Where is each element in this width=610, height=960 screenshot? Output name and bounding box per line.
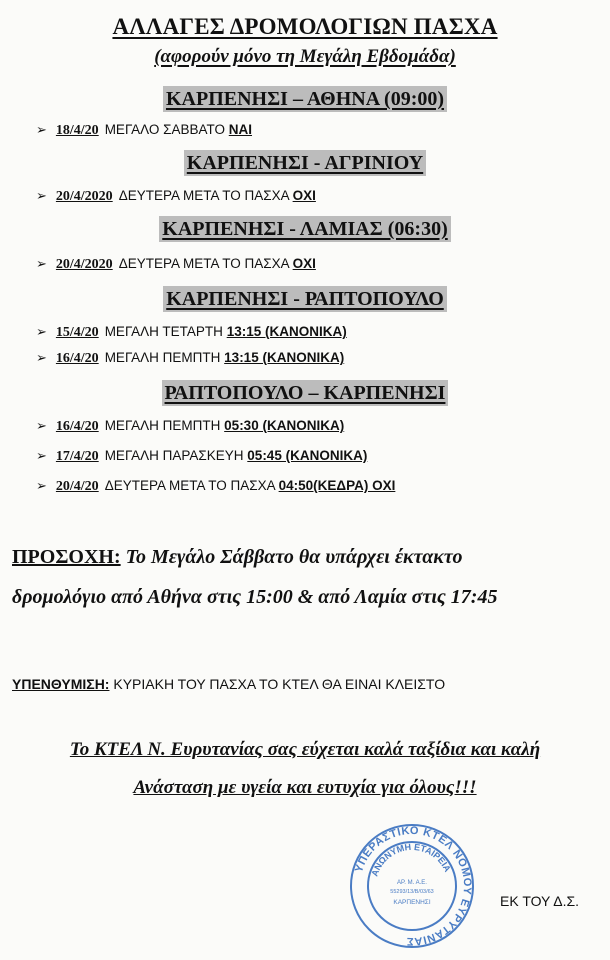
arrow-bullet-icon: ➢ [36,256,47,271]
schedule-entry: ➢ 17/4/20 ΜΕΓΑΛΗ ΠΑΡΑΣΚΕΥΗ 05:45 (ΚΑΝΟΝΙΚΑ) [36,448,368,464]
route-heading: ΚΑΡΠΕΝΗΣΙ - ΡΑΠΤΟΠΟΥΛΟ [0,286,610,312]
arrow-bullet-icon: ➢ [36,418,47,433]
reminder-notice: ΥΠΕΝΘΥΜΙΣΗ: ΚΥΡΙΑΚΗ ΤΟΥ ΠΑΣΧΑ ΤΟ ΚΤΕΛ ΘΑ ΕΙΝΑΙ ΚΛΕΙΣΤΟ [12,676,446,692]
schedule-entry: ➢ 20/4/20 ΔΕΥΤΕΡΑ ΜΕΤΑ ΤΟ ΠΑΣΧΑ 04:50(ΚΕΔΡΑ) ΟΧΙ [36,478,396,494]
stamp-line-2: 55293/13/Β/03/63 [390,889,434,895]
route-heading: ΡΑΠΤΟΠΟΥΛΟ – ΚΑΡΠΕΝΗΣΙ [0,380,610,406]
stamp-line-3: ΚΑΡΠΕΝΗΣΙ [393,899,431,906]
signature-label: ΕΚ ΤΟΥ Δ.Σ. [500,893,580,909]
attention-line-2: δρομολόγιο από Αθήνα στις 15:00 & από Λαμία στις 17:45 [12,586,498,608]
attention-notice: ΠΡΟΣΟΧΗ: Το Μεγάλο Σάββατο θα υπάρχει έκτακτο δρομολόγιο από Αθήνα στις 15:00 & από Λαμία στις 17:45 [12,540,602,614]
document-subtitle: (αφορούν μόνο τη Μεγάλη Εβδομάδα) [154,46,456,67]
schedule-entry: ➢ 20/4/2020 ΔΕΥΤΕΡΑ ΜΕΤΑ ΤΟ ΠΑΣΧΑ ΟΧΙ [36,256,316,272]
stamp-outer-text: ΥΠΕΡΑΣΤΙΚΟ ΚΤΕΛ ΝΟΜΟΥ ΕΥΡΥΤΑΝΙΑΣ [352,824,474,948]
arrow-bullet-icon: ➢ [36,324,47,339]
route-heading: ΚΑΡΠΕΝΗΣΙ - ΛΑΜΙΑΣ (06:30) [0,216,610,242]
arrow-bullet-icon: ➢ [36,122,47,137]
schedule-entry: ➢ 15/4/20 ΜΕΓΑΛΗ ΤΕΤΑΡΤΗ 13:15 (ΚΑΝΟΝΙΚΑ) [36,324,347,340]
reminder-label: ΥΠΕΝΘΥΜΙΣΗ: [12,676,110,692]
document-title: ΑΛΛΑΓΕΣ ΔΡΟΜΟΛΟΓΙΩΝ ΠΑΣΧΑ [112,14,498,39]
arrow-bullet-icon: ➢ [36,448,47,463]
greeting-line-1: Το ΚΤΕΛ Ν. Ευρυτανίας σας εύχεται καλά ταξίδια και καλή [69,739,541,760]
attention-label: ΠΡΟΣΟΧΗ: [12,546,121,568]
schedule-entry: ➢ 20/4/2020 ΔΕΥΤΕΡΑ ΜΕΤΑ ΤΟ ΠΑΣΧΑ ΟΧΙ [36,188,316,204]
schedule-entry: ➢ 16/4/20 ΜΕΓΑΛΗ ΠΕΜΠΤΗ 05:30 (ΚΑΝΟΝΙΚΑ) [36,418,345,434]
greeting-line-2: Ανάσταση με υγεία και ευτυχία για όλους!!! [133,777,477,798]
route-heading: ΚΑΡΠΕΝΗΣΙ – ΑΘΗΝΑ (09:00) [0,86,610,112]
arrow-bullet-icon: ➢ [36,478,47,493]
schedule-entry: ➢ 16/4/20 ΜΕΓΑΛΗ ΠΕΜΠΤΗ 13:15 (ΚΑΝΟΝΙΚΑ) [36,350,345,366]
stamp-line-1: ΑΡ. Μ. Α.Ε. [397,880,427,886]
stamp-inner-text: ΑΝΩΝΥΜΗ ΕΤΑΙΡΕΙΑ [369,841,453,878]
schedule-entry: ➢ 18/4/20 ΜΕΓΑΛΟ ΣΑΒΒΑΤΟ ΝΑΙ [36,122,253,138]
arrow-bullet-icon: ➢ [36,188,47,203]
route-heading: ΚΑΡΠΕΝΗΣΙ - ΑΓΡΙΝΙΟΥ [0,150,610,176]
company-stamp [348,822,476,950]
arrow-bullet-icon: ➢ [36,350,47,365]
